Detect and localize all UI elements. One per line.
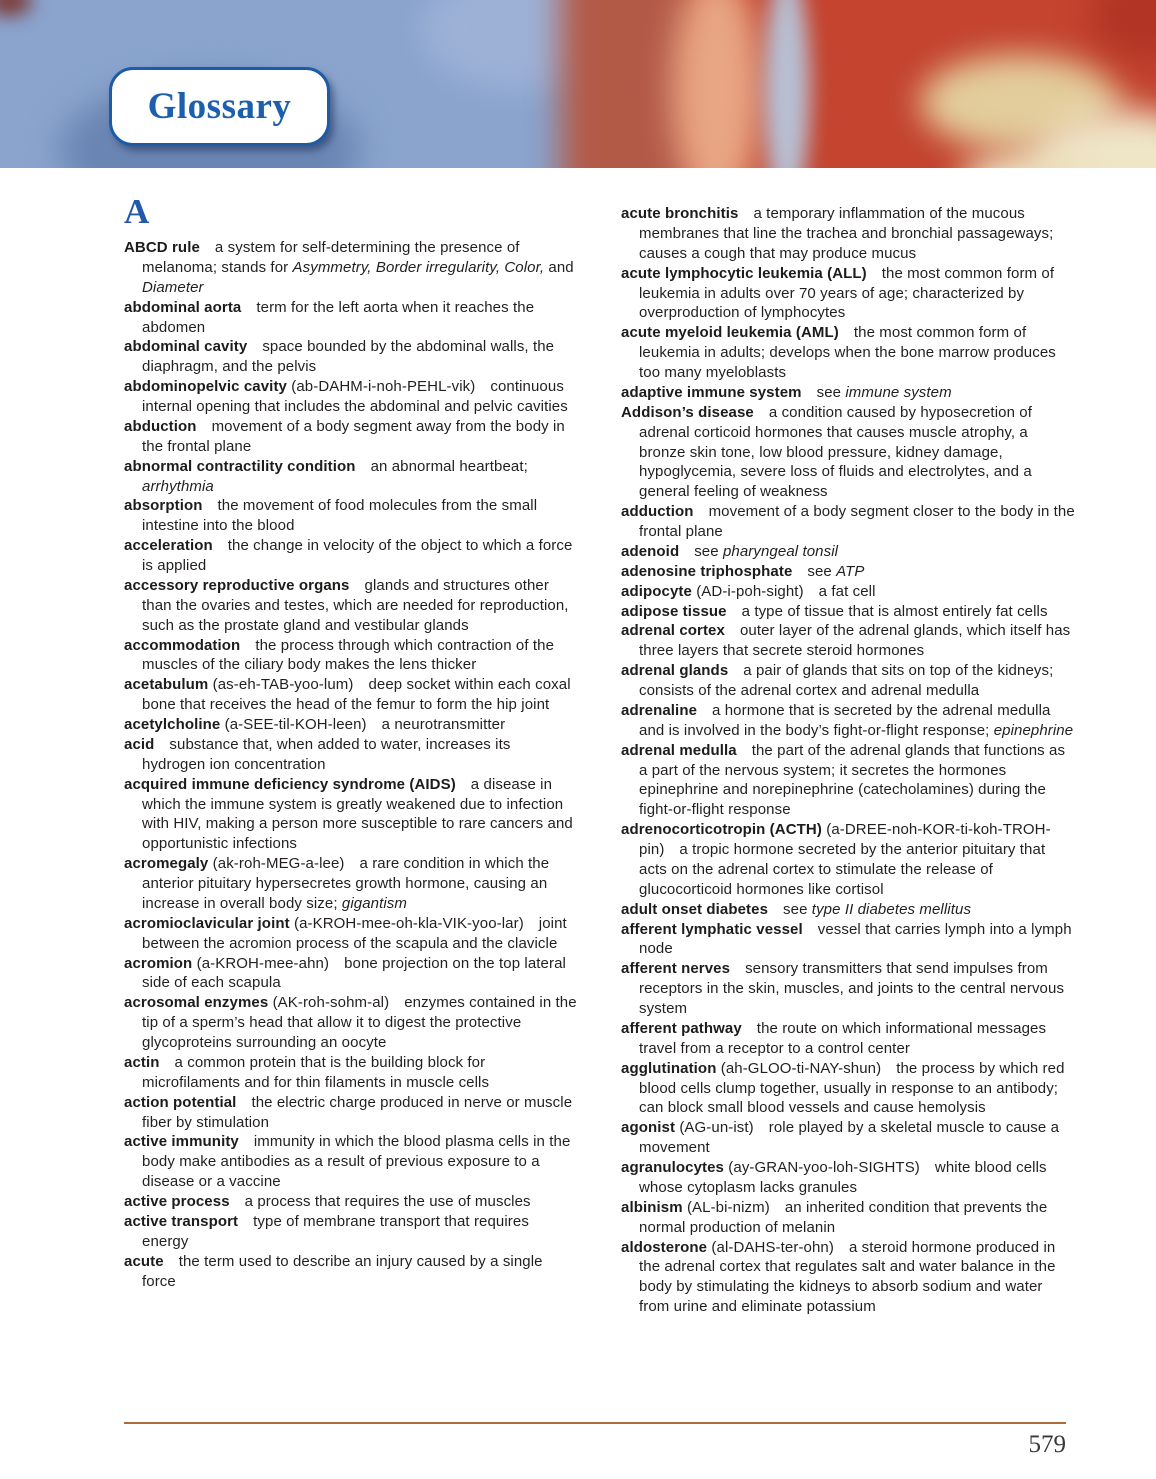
pronunciation: (ak-roh-MEG-a-lee) [212,855,345,873]
definition-segment: the route on which informational messages travel from a receptor to a control center [639,1019,1047,1057]
glossary-term: agglutination [621,1059,717,1077]
definition-italic-segment: arrhythmia [142,477,214,495]
glossary-term: adduction [621,503,694,521]
glossary-term: afferent nerves [621,960,731,978]
page-title: Glossary [147,86,292,127]
glossary-entry [621,403,1075,502]
glossary-term: abduction [124,417,197,435]
definition-segment: a type of tissue that is almost entirely fat cells [741,602,1048,620]
glossary-entry [621,602,1075,622]
definition-italic-segment: epinephrine [993,721,1074,739]
definition-segment: type of membrane transport that requires energy [142,1212,529,1250]
definition-segment: the most common form of leukemia in adults over 70 years of age; characterized by overproduction of lymphocytes [639,264,1055,322]
glossary-term: adipose tissue [621,602,727,620]
definition-segment: continuous internal opening that includes the abdominal and pelvic cavities [142,378,568,415]
glossary-term: adrenal glands [621,662,729,680]
glossary-entry [124,914,578,954]
pronunciation: (al-DAHS-ter-ohn) [711,1238,834,1256]
definition-segment: an inherited condition that prevents the normal production of melanin [639,1198,1048,1236]
glossary-term: adrenal cortex [621,622,725,640]
definition-segment: substance that, when added to water, increases its hydrogen ion concentration [142,735,511,773]
definition-segment: white blood cells whose cytoplasm lacks granules [639,1159,1047,1196]
definition-segment: term for the left aorta when it reaches the abdomen [142,298,535,336]
glossary-entry [621,661,1075,701]
photo-blur-blob [672,0,762,168]
glossary-term: aldosterone [621,1238,708,1256]
definition-segment: the process through which contraction of the muscles of the ciliary body makes the lens thicker [142,636,555,674]
definition-segment: a rare condition in which the anterior pituitary hypersecretes growth hormone, causing an increase in overall body size; [142,855,550,912]
glossary-term: accessory reproductive organs [124,576,350,594]
glossary-term: acute bronchitis [621,205,739,222]
glossary-entry [124,1093,578,1133]
definition-segment: space bounded by the abdominal walls, the diaphragm, and the pelvis [142,338,555,376]
glossary-entry [621,820,1075,900]
glossary-entry [124,854,578,914]
definition-segment: a fat cell [818,582,876,600]
pronunciation: (as-eh-TAB-yoo-lum) [212,676,354,694]
definition-italic-segment: ATP [836,562,865,580]
glossary-term: absorption [124,497,203,515]
glossary-entry [124,735,578,775]
glossary-entry [124,417,578,457]
definition-segment: a neurotransmitter [381,716,506,733]
definition-segment: deep socket within each coxal bone that receives the head of the femur to form the hip joint [142,676,571,714]
glossary-entry [124,1053,578,1093]
pronunciation: (a-DREE-noh-KOR-ti-koh-TROH-pin) [639,821,1051,858]
definition-segment: enzymes contained in the tip of a sperm’s head that allow it to digest the protective glycoproteins surrounding an oocyte [142,994,577,1051]
glossary-term: acute [124,1252,164,1270]
glossary-entry [124,993,578,1053]
glossary-term: acid [124,735,155,753]
glossary-entry [621,264,1075,324]
glossary-term: abdominal cavity [124,338,248,356]
pronunciation: (ab-DAHM-i-noh-PEHL-vik) [291,378,476,396]
glossary-entry [124,536,578,576]
definition-segment: a common protein that is the building block for microfilaments and for thin filaments in muscle cells [142,1053,490,1091]
glossary-entry [621,1118,1075,1158]
glossary-entry [124,457,578,497]
definition-italic-segment: type II diabetes mellitus [811,900,972,918]
definition-segment: a pair of glands that sits on top of the kidneys; consists of the adrenal cortex and adrenal medulla [639,662,1054,699]
glossary-term: acceleration [124,537,213,555]
glossary-term: acquired immune deficiency syndrome (AIDS) [124,775,456,793]
glossary-entry [621,920,1075,960]
glossary-entry [124,496,578,536]
glossary-term: ABCD rule [124,239,200,256]
glossary-term: actin [124,1053,160,1071]
definition-segment: sensory transmitters that send impulses from receptors in the skin, muscles, and joints to the central nervous system [639,960,1065,1017]
definition-segment: role played by a skeletal muscle to cause a movement [639,1119,1060,1157]
entry-list-left [124,238,578,1291]
glossary-entry [621,959,1075,1019]
definition-segment: the part of the adrenal glands that functions as a part of the nervous system; it secretes the hormones epinephrine and norepinephrine (catecholamines) during the fight-or-flight response [639,741,1066,819]
glossary-entry [621,383,1075,403]
glossary-term: adipocyte [621,582,692,600]
definition-segment: the change in velocity of the object to which a force is applied [142,537,573,574]
definition-segment: glands and structures other than the ovaries and testes, which are needed for reproduction, such as the prostate gland and vestibular glands [142,576,569,634]
definition-segment: the process by which red blood cells clump together, usually in response to an antibody; can block small blood vessels and cause hemolysis [639,1059,1065,1117]
glossary-entry [621,1198,1075,1238]
definition-segment: a system for self-determining the presence of melanoma; stands for [142,239,520,276]
glossary-term: accommodation [124,636,241,654]
definition-segment: a temporary inflammation of the mucous membranes that line the trachea and bronchial passageways; causes a cough that may produce mucus [639,205,1054,262]
glossary-term: acute lymphocytic leukemia (ALL) [621,264,867,282]
definition-segment: immunity in which the blood plasma cells in the body make antibodies as a result of previous exposure to a disease or a vaccine [142,1133,571,1191]
definition-segment: a hormone that is secreted by the adrenal medulla and is involved in the body’s fight-or-flight response; [639,701,1051,739]
definition-segment: a process that requires the use of muscles [244,1193,531,1210]
glossary-term: acromion [124,954,193,972]
glossary-entry [124,1212,578,1252]
definition-segment: see [694,542,723,560]
pronunciation: (AD-i-poh-sight) [696,582,804,600]
glossary-term: acrosomal enzymes [124,994,269,1012]
glossary-entry [621,204,1075,264]
glossary-term: afferent pathway [621,1019,742,1037]
glossary-term: adrenaline [621,701,698,719]
glossary-term: acetylcholine [124,716,221,733]
glossary-term: acute myeloid leukemia (AML) [621,324,839,342]
glossary-term: adenoid [621,542,680,560]
glossary-entry [621,900,1075,920]
glossary-term: acromegaly [124,855,209,873]
glossary-entry [621,701,1075,741]
photo-blur-blob [764,0,810,168]
definition-segment: the electric charge produced in nerve or muscle fiber by stimulation [142,1093,573,1131]
glossary-entry [621,741,1075,821]
glossary-term: adrenal medulla [621,741,737,759]
definition-segment: vessel that carries lymph into a lymph node [639,920,1072,958]
definition-segment: movement of a body segment closer to the body in the frontal plane [639,503,1075,540]
definition-segment: see [783,900,812,918]
glossary-entry [621,1059,1075,1119]
glossary-term: Addison’s disease [621,403,754,421]
glossary-term: adaptive immune system [621,383,802,401]
glossary-term: adrenocorticotropin (ACTH) [621,821,822,839]
glossary-entry [124,1252,578,1292]
glossary-term: acetabulum [124,676,209,694]
pronunciation: (a-KROH-mee-oh-kla-VIK-yoo-lar) [293,914,524,932]
glossary-term: adult onset diabetes [621,900,769,918]
glossary-column-left [124,194,578,1291]
glossary-entry [124,377,578,417]
glossary-term: abnormal contractility condition [124,457,356,475]
glossary-term: agonist [621,1119,676,1137]
glossary-entry [621,1238,1075,1318]
definition-segment: bone projection on the top lateral side of each scapula [142,954,566,992]
glossary-column-right [621,194,1075,1317]
footer-rule [124,1422,1066,1424]
pronunciation: (AG-un-ist) [679,1119,754,1137]
definition-segment: outer layer of the adrenal glands, which itself has three layers that secrete steroid hormones [639,622,1071,660]
definition-segment: the most common form of leukemia in adults; develops when the bone marrow produces too many myeloblasts [639,324,1056,381]
glossary-entry [124,775,578,855]
definition-italic-segment: gigantism [341,894,407,912]
glossary-entry [124,576,578,636]
definition-segment: an abnormal heartbeat; [370,457,528,475]
glossary-term: afferent lymphatic vessel [621,920,803,938]
glossary-entry [621,323,1075,383]
glossary-term: adenosine triphosphate [621,562,793,580]
definition-segment: movement of a body segment away from the body in the frontal plane [142,417,565,455]
definition-segment: a steroid hormone produced in the adrenal cortex that regulates salt and water balance in the body by stimulating the kidneys to absorb sodium and water from urine and eliminate potassium [639,1238,1056,1316]
glossary-entry [124,337,578,377]
definition-segment: a disease in which the immune system is greatly weakened due to infection with HIV, making a person more susceptible to rare cancers and opportunistic infections [142,775,573,853]
glossary-term: active process [124,1193,230,1210]
definition-italic-segment: Diameter [142,278,204,296]
glossary-entry [621,621,1075,661]
glossary-entry [621,1158,1075,1198]
glossary-entry [124,1132,578,1192]
glossary-entry [124,715,578,735]
glossary-entry [124,238,578,298]
pronunciation: (AL-bi-nizm) [686,1198,770,1216]
pronunciation: (AK-roh-sohm-al) [272,994,390,1012]
section-letter: A [124,192,150,231]
definition-italic-segment: pharyngeal tonsil [722,542,839,560]
glossary-term: albinism [621,1198,683,1216]
definition-italic-segment: Asymmetry, Border irregularity, Color, [292,258,545,276]
glossary-entry [621,542,1075,562]
glossary-term: abdominal aorta [124,298,242,316]
definition-segment: joint between the acromion process of the scapula and the clavicle [142,914,567,952]
pronunciation: (a-KROH-mee-ahn) [196,954,330,972]
glossary-term: agranulocytes [621,1159,725,1176]
header-photo [0,0,1156,168]
definition-italic-segment: immune system [845,383,952,401]
glossary-entry [621,562,1075,582]
glossary-term: acromioclavicular joint [124,914,290,932]
definition-segment: a condition caused by hyposecretion of adrenal corticoid hormones that causes muscle atrophy, a bronze skin tone, low blood pressure, kidney damage, hypoglycemia, severe loss of fluids and electrolytes, and a general feeling of weakness [639,403,1032,501]
glossary-entry [124,1192,578,1212]
glossary-entry [124,298,578,338]
glossary-term: active transport [124,1212,239,1230]
definition-segment: the movement of food molecules from the small intestine into the blood [142,497,538,535]
definition-segment: see [807,562,837,580]
glossary-entry [124,636,578,676]
entry-list-right [621,204,1075,1317]
page-number: 579 [1028,1431,1066,1458]
glossary-term: action potential [124,1093,237,1111]
glossary-entry [621,582,1075,602]
glossary-term: abdominopelvic cavity [124,378,287,396]
glossary-entry [621,1019,1075,1059]
definition-segment: see [816,383,846,401]
definition-segment: a tropic hormone secreted by the anterior pituitary that acts on the adrenal cortex to stimulate the release of glucocorticoid hormones like cortisol [639,841,1046,898]
pronunciation: (ay-GRAN-yoo-loh-SIGHTS) [728,1159,920,1176]
glossary-content [124,194,1076,1317]
glossary-entry [124,675,578,715]
definition-segment: the term used to describe an injury caused by a single force [142,1252,543,1290]
definition-segment: and [544,258,574,276]
glossary-entry [621,502,1075,542]
glossary-term: active immunity [124,1133,239,1151]
pronunciation: (ah-GLOO-ti-NAY-shun) [720,1059,882,1077]
glossary-title-plate [109,67,330,146]
pronunciation: (a-SEE-til-KOH-leen) [224,716,367,733]
glossary-entry [124,954,578,994]
